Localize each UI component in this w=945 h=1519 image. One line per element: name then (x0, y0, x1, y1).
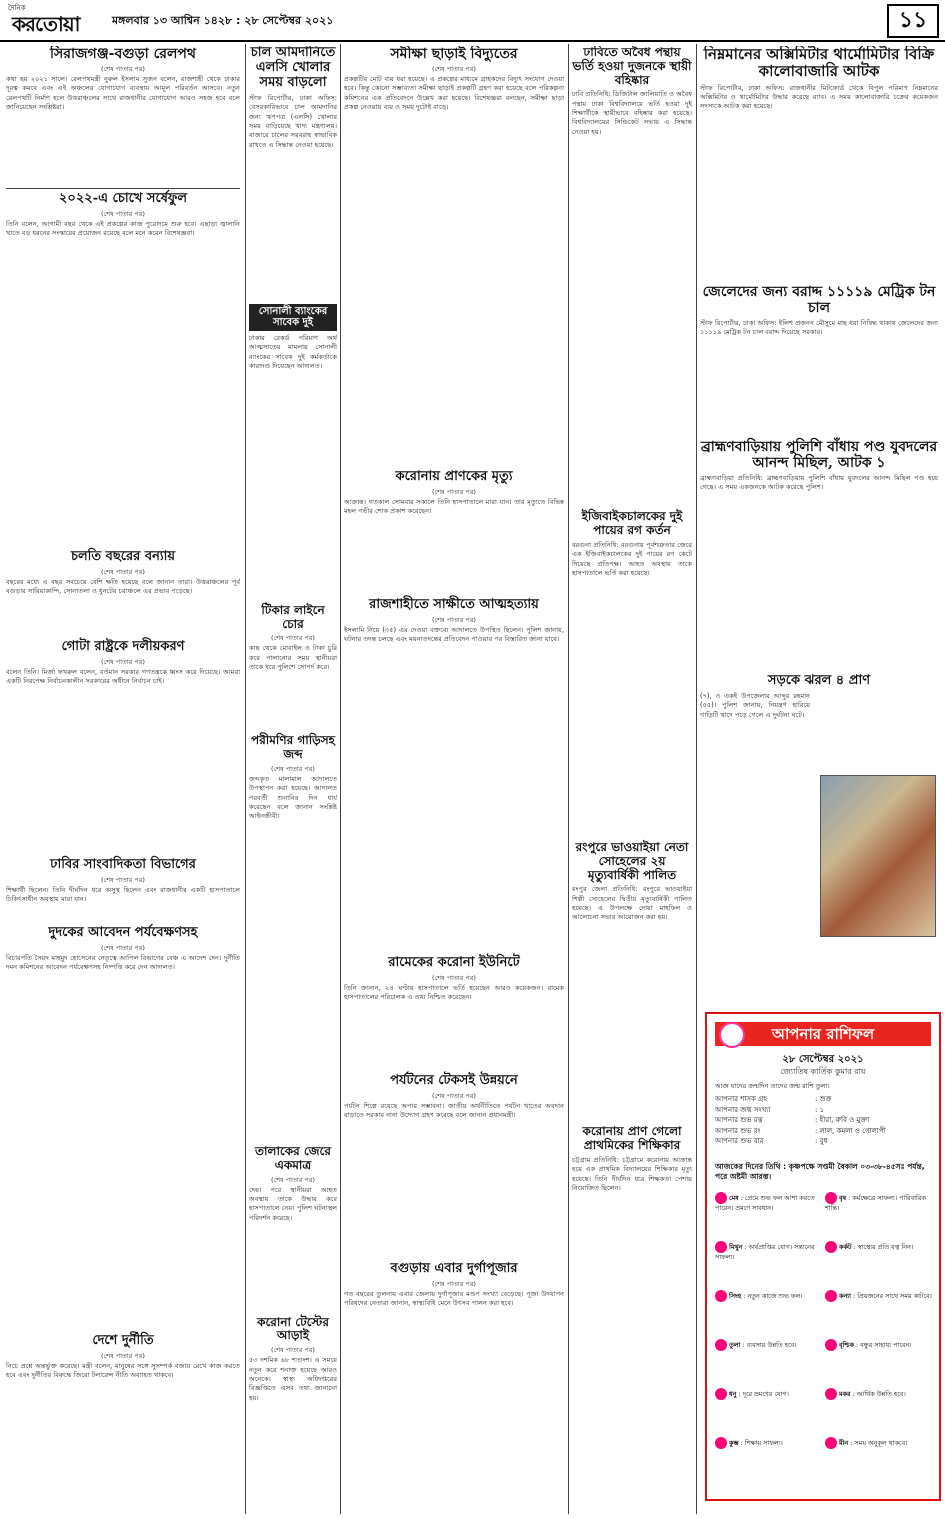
column-1 (6, 46, 240, 1511)
horoscope-info-value: : বুধ (815, 1137, 828, 1145)
zodiac-sign-text: : দূরে ভ্রমণের যোগ। (736, 1390, 789, 1398)
continued-label: (শেষ পাতার পর) (101, 657, 145, 666)
article-body: স্টাফ রিপোর্টার, ঢাকা অফিস: বেসরকারিভাবে চাল আমদানির জন্য ঋণপত্র (এলসি) খোলার সময় বাড়িয়েছে খাদ্য মন্ত্রণালয়। বাজারে চালের সরবরাহ স্বাভাবিক রাখতে এ সিদ্ধান্ত নেওয়া হয়েছে। (249, 93, 337, 149)
headline: ঢাবির সাংবাদিকতা বিভাগের (50, 856, 196, 872)
headline: ইজিবাইকচালকের দুই পায়ের রগ কর্তন (581, 509, 683, 538)
headline: তালাকের জেরে একমাত্র (255, 1144, 331, 1172)
zodiac-sign-entry (825, 1192, 933, 1213)
zodiac-sign-entry (715, 1339, 823, 1351)
horoscope-info-value: : শুক্র (815, 1095, 832, 1103)
horoscope-info-row (715, 1115, 931, 1126)
headline: ২০২২-এ চোখে সর্ষেফুল (58, 191, 188, 207)
headline: ঢাবিতে অবৈধ পন্থায় ভর্তি হওয়া দুজনকে স্থায়ী বহিষ্কার (572, 46, 692, 87)
zodiac-sign-text: : প্রিয়জনের সাথে সময় কাটবে। (851, 1292, 932, 1300)
zodiac-sign-entry (825, 1339, 933, 1351)
continued-label: (শেষ পাতার পর) (101, 65, 145, 74)
column-divider (568, 44, 569, 1514)
continued-label: (শেষ পাতার পর) (432, 1091, 476, 1100)
continued-label: (শেষ পাতার পর) (432, 65, 476, 74)
zodiac-icon (825, 1339, 837, 1351)
article-body: তিনি জানান, ২৪ ঘণ্টায় হাসপাতালে ভর্তি হয়েছেন আরও কয়েকজন। রামেক হাসপাতালের পরিচালক এ তথ্য নিশ্চিত করেছেন। (344, 983, 564, 1002)
column-2 (249, 46, 337, 1511)
horoscope-info-label: আপনার শুভ রং (715, 1126, 761, 1135)
horoscope-info-label: আপনার শাসক গ্রহ (715, 1095, 768, 1103)
column-divider (696, 44, 697, 1514)
headline: রাজশাহীতে সাক্ষীতে আত্মহত্যায় (369, 597, 539, 613)
headline: সমীক্ষা ছাড়াই বিদ্যুতের (390, 46, 518, 62)
zodiac-sign-text: : সময় অনুকূল থাকবে। (848, 1439, 908, 1447)
article-body: রংপুর জেলা প্রতিনিধি: রংপুরে ভাওয়াইয়া শিল্পী সোহেলের দ্বিতীয় মৃত্যুবার্ষিকী পালিত হয়েছে। এ উপলক্ষে দোয়া মাহফিল ও আলোচনা সভার আয়োজন করা হয়। (572, 885, 692, 922)
article-body: স্টাফ রিপোর্টার, ঢাকা অফিস: ইলিশ প্রজনন মৌসুমে মাছ ধরা নিষিদ্ধ থাকায় জেলেদের জন্য ১১১১৯ মেট্রিক টন চাল বরাদ্দ দিয়েছে সরকার। (700, 318, 938, 337)
article-body: কাছ থেকে মোবাইল ও টাকা চুরি করে পালানোর সময় স্থানীয়রা তাকে ধরে পুলিশে সোপর্দ করে। (249, 644, 337, 672)
headline: করোনায় প্রাণ গেলো প্রাথমিকের শিক্ষিকার (582, 1124, 682, 1153)
horoscope-info-row (715, 1105, 931, 1116)
article-body: ইসলামি নিয়ে (৩৫) এর দেওয়া বক্তব্যে আদালতে উপস্থিত ছিলেন। পুলিশ জানায়, ঘটনার তদন্ত চলছে এবং ময়নাতদন্তের প্রতিবেদন পাওয়ার পর বিস্তারিত জানা যাবে। (344, 625, 564, 644)
article-body: (৭), ও একই উপজেলার আব্দুর রহমান (৫৫)। পুলিশ জানায়, নিয়ন্ত্রণ হারিয়ে গাড়িটি খাদে পড়ে গেলে এ দুর্ঘটনা ঘটে। (700, 691, 810, 719)
article-body: নিচে প্রশ্নে অন্তর্ভুক্ত করেছে। মন্ত্রী বলেন, মানুষের সঙ্গে সুসম্পর্ক বজায় রেখে কাজ করতে হবে এবং দুর্নীতির বিরুদ্ধে জিরো টলারেন্স নীতি অব্যাহত থাকবে। (6, 1361, 240, 1380)
column-3 (344, 46, 564, 1511)
headline: রংপুরে ভাওয়াইয়া নেতা সোহেলের ২য় মৃত্যুবার্ষিকী পালিত (575, 839, 689, 882)
zodiac-sign-name: কন্যা (839, 1292, 851, 1300)
continued-label: (শেষ পাতার পর) (101, 943, 145, 952)
headline: গোটা রাষ্ট্রকে দলীয়করণ (61, 638, 185, 654)
column-divider (340, 44, 341, 1514)
zodiac-sign-name: কর্কট (839, 1243, 852, 1251)
zodiac-signs (715, 1192, 935, 1492)
zodiac-icon (715, 1339, 727, 1351)
zodiac-icon (825, 1241, 837, 1253)
article-body: স্টাফ রিপোর্টার, ঢাকা অফিস: রাজধানীর মিটফোর্ড থেকে বিপুল পরিমাণ নিম্নমানের অক্সিমিটার ও থার্মোমিটার উদ্ধার করেছে র‌্যাব। এ সময় কালোবাজারি চক্রের কয়েকজন সদস্যকে আটক করা হয়েছে। (700, 83, 938, 111)
horoscope-intro: আজ যাদের জন্মদিন তাদের জন্ম রাশি তুলা। (715, 1082, 830, 1090)
zodiac-sign-entry (715, 1388, 823, 1400)
zodiac-sign-text: : ব্যবসায় উন্নতি হবে। (740, 1341, 797, 1349)
zodiac-sign-name: ধনু (729, 1390, 737, 1398)
zodiac-sign-entry (715, 1241, 823, 1262)
zodiac-sign-entry (825, 1388, 933, 1400)
headline: টিকার লাইনে চোর (261, 602, 325, 631)
horoscope-info-value: : ১ (815, 1105, 825, 1114)
zodiac-sign-name: মীন (839, 1439, 849, 1447)
article-body: বিচারপতি সৈয়দ মাহমুদ হোসেনের নেতৃত্বে আপিল বিভাগের বেঞ্চ এ আদেশ দেন। দুর্নীতি দমন কমিশনের আবেদন পর্যবেক্ষণসহ নিষ্পত্তি করে দেন আদালত। (6, 953, 240, 972)
headline: সোনালী ব্যাংকের সাবেক দুই (249, 304, 337, 331)
zodiac-sign-text: : প্রেমে শুভ ফল আশা করতে পারেন। ভ্রমণে সাবধান। (715, 1194, 815, 1212)
zodiac-sign-text: : কর্মক্ষেত্রে সাফল্য। পারিবারিক শান্তি। (825, 1194, 926, 1212)
page-number: ১১ (887, 4, 939, 38)
continued-label: (শেষ পাতার পর) (271, 1175, 315, 1184)
horoscope-info-row (715, 1136, 931, 1147)
accident-photo (820, 775, 936, 937)
zodiac-icon (715, 1437, 727, 1449)
zodiac-icon (715, 1290, 727, 1302)
article-body: ঢাবি প্রতিনিধি: ডিজিটাল জালিয়াতি ও অবৈধ পন্থায় ঢাকা বিশ্ববিদ্যালয়ে ভর্তি হওয়া দুই শিক্ষার্থীকে স্থায়ীভাবে বহিষ্কার করা হয়েছে। বিশ্ববিদ্যালয়ের সিন্ডিকেট সভায় এ সিদ্ধান্ত নেওয়া হয়। (572, 90, 692, 136)
headline: রামেকের করোনা ইউনিটে (388, 954, 520, 970)
continued-label: (শেষ পাতার পর) (271, 765, 315, 773)
zodiac-icon (825, 1437, 837, 1449)
headline: নিম্নমানের অক্সিমিটার থার্মোমিটার বিক্রি কালোবাজারি আটক (703, 46, 935, 81)
article-body: প্রকল্পটির মোট ব্যয় ধরা হয়েছে। এ প্রকল্পের মাধ্যমে গ্রাহকদের বিদ্যুৎ সংযোগ দেওয়া হবে। কিন্তু কোনো সম্ভাব্যতা সমীক্ষা ছাড়াই প্রকল্পটি গ্রহণ করা হয়েছে বলে পরিকল্পনা কমিশনের এক প্রতিবেদনে উল্লেখ করা হয়েছে। বিশেষজ্ঞরা বলছেন, সমীক্ষা ছাড়া প্রকল্প নেওয়ায় ব্যয় ও সময় দুটোই বাড়ে। (344, 75, 564, 112)
headline: ব্রাহ্মণবাড়িয়ায় পুলিশি বাঁধায় পণ্ড যুবদলের আনন্দ মিছিল, আটক ১ (700, 438, 938, 471)
logo-name: করতোয়া (12, 12, 80, 36)
article-body: শিক্ষার্থী ছিলেন। তিনি দীর্ঘদিন ধরে অসুস্থ ছিলেন এবং রাজধানীর একটি হাসপাতালে চিকিৎসাধীন অবস্থায় মারা যান। (6, 885, 240, 904)
headline: পর্যটনের টেকসই উন্নয়নে (390, 1072, 518, 1088)
continued-label: (শেষ পাতার পর) (271, 634, 315, 643)
zodiac-sign-name: মিথুন (729, 1243, 743, 1251)
column-divider (245, 44, 246, 1514)
horoscope-info-row (715, 1094, 931, 1105)
headline: পরীমণির গাড়িসহ জব্দ (251, 733, 335, 762)
horoscope-info-row (715, 1126, 931, 1137)
newspaper-logo (6, 2, 100, 36)
zodiac-icon (715, 1241, 727, 1253)
article-body: কথা হয় ২০২১ সালে। রেলপথমন্ত্রী নুরুল ইসলাম সুজন বলেন, রাজশাহী থেকে ঢাকার দূরত্ব কমবে এবং এই অঞ্চলের যোগাযোগ ব্যবস্থায় আমূল পরিবর্তন আসবে। নতুন রেলপথটি নির্মাণ হলে উত্তরাঞ্চলের সাথে রাজধানীর যোগাযোগ আরও সহজ হবে বলে জানিয়েছেন সংশ্লিষ্টরা। (6, 75, 240, 112)
headline: জেলেদের জন্য বরাদ্দ ১১১১৯ মেট্রিক টন চাল (702, 283, 936, 316)
zodiac-sign-entry (825, 1290, 933, 1302)
horoscope-date: ২৮ সেপ্টেম্বর ২০২১ (782, 1054, 864, 1065)
zodiac-sign-name: মকর (839, 1390, 851, 1398)
zodiac-sign-entry (715, 1290, 823, 1302)
zodiac-sign-name: বৃষ (839, 1194, 847, 1202)
zodiac-icon (715, 1388, 727, 1400)
article-body: ঢাকার রেকর্ড পরিমাণ অর্থ আত্মসাতের মামলায় সোনালী ব্যাংকের সাবেক দুই কর্মকর্তাকে কারাদণ্ড দিয়েছেন আদালত। (249, 333, 337, 370)
horoscope-info-value: : লাল, কমলা ও গোলাপী (815, 1126, 886, 1135)
zodiac-icon (715, 1192, 727, 1204)
horoscope-title: আপনার রাশিফল (715, 1022, 931, 1046)
horoscope-info-label: আপনার শুভ বার (715, 1137, 764, 1145)
horoscope-author: জ্যোতিষ কার্তিক কুমার রায় (780, 1067, 866, 1076)
horoscope-info-value: : হীরা, রুবি ও মুক্তা (815, 1116, 870, 1124)
continued-label: (শেষ পাতার পর) (101, 567, 145, 576)
zodiac-sign-entry (715, 1437, 823, 1449)
article-body: তিনি বলেন, আগামী বছর থেকে এই প্রকল্পের কাজ পুরোদমে শুরু হবে। এছাড়া জ্বালানি খাতে বড় ধরনের সংস্কারের প্রয়োজন রয়েছে বলে মনে করেন বিশেষজ্ঞরা। (6, 220, 240, 238)
article-body: জব্দকৃত মালামাল আদালতে উপস্থাপন করা হয়েছে। আদালত পরবর্তী শুনানির দিন ধার্য করেছেন বলে জানান সংশ্লিষ্ট আইনজীবী। (249, 775, 337, 821)
headline: সিরাজগঞ্জ-বগুড়া রেলপথ (49, 46, 196, 62)
continued-label: (শেষ পাতার পর) (432, 488, 476, 497)
masthead (0, 0, 945, 42)
article-body: বছরের মধ্যে এ বছর সবচেয়ে বেশি ক্ষতি হয়েছে বলে জানান তারা। উত্তরাঞ্চলের পূর্ব বগুড়ার সারিয়াকান্দি, সোনাতলা ও ধুনটের চরাঞ্চলে এর প্রভাব পড়েছে। (6, 577, 240, 596)
zodiac-sign-name: মেষ (729, 1194, 739, 1202)
zodiac-sign-name: কুম্ভ (729, 1439, 739, 1447)
today-tithi: আজকের দিনের তিথি : কৃষ্ণপক্ষে সপ্তমী বৈকাল ০৩-৩৮-৪৫সঃ পর্যন্ত, পরে অষ্টমী আরম্ভ। (715, 1162, 925, 1181)
headline: চলতি বছরের বন্যায় (70, 549, 176, 565)
headline: দুদকের আবেদন পর্যবেক্ষণসহ (48, 924, 198, 940)
zodiac-icon (825, 1290, 837, 1302)
article-body: গত বছরের তুলনায় এবার জেলায় দুর্গাপূজার মণ্ডপ সংখ্যা বেড়েছে। পূজা উদযাপন পরিষদের নেতারা জানান, স্বাস্থ্যবিধি মেনে উৎসব পালন করা হবে। (344, 1289, 564, 1308)
headline: সড়কে ঝরল ৪ প্রাণ (767, 672, 871, 688)
zodiac-icon (825, 1388, 837, 1400)
continued-label: (শেষ পাতার পর) (432, 1279, 476, 1288)
zodiac-sign-text: : শিক্ষায় সাফল্য। (738, 1439, 783, 1447)
zodiac-sign-text: : বন্ধুর সাহায্য পাবেন। (853, 1341, 912, 1349)
continued-label: (শেষ পাতার পর) (101, 1351, 145, 1360)
zodiac-sign-name: তুলা (729, 1341, 741, 1349)
horoscope-info (715, 1094, 931, 1147)
continued-label: (শেষ পাতার পর) (271, 1346, 315, 1355)
continued-label: (শেষ পাতার পর) (432, 973, 476, 982)
logo-prefix: দৈনিক (8, 4, 26, 12)
article-body: ব্রাহ্মণবাড়িয়া প্রতিনিধি: ব্রাহ্মণবাড়িয়ায় পুলিশি বাঁধায় যুবদলের আনন্দ মিছিল পণ্ড হয়ে গেছে। এ সময় একজনকে আটক করেছে পুলিশ। (700, 473, 938, 492)
article-body: বরগুনা প্রতিনিধি: বরগুনায় পূর্বশত্রুতার জেরে এক ইজিবাইকচালকের দুই পায়ের রগ কেটে দিয়েছে প্রতিপক্ষ। আহত অবস্থায় তাকে হাসপাতালে ভর্তি করা হয়েছে। (572, 540, 692, 578)
zodiac-sign-entry (825, 1241, 933, 1253)
zodiac-wheel-icon (719, 1022, 745, 1048)
article-body: বলেন তিনি। মির্জা ফখরুল বলেন, বর্তমান সরকার গণতন্ত্রকে ধ্বংস করে দিয়েছে। আমরা একটি নিরপেক্ষ নির্বাচনকালীন সরকারের অধীনে নির্বাচন চাই। (6, 667, 240, 686)
article-body: চট্টগ্রাম প্রতিনিধি: চট্টগ্রামে করোনায় আক্রান্ত হয়ে এক প্রাথমিক বিদ্যালয়ের শিক্ষিকার মৃত্যু হয়েছে। তিনি দীর্ঘদিন ধরে শিক্ষকতা পেশায় নিয়োজিত ছিলেন। (572, 1155, 692, 1193)
zodiac-sign-entry (825, 1437, 933, 1449)
zodiac-sign-text: : স্বাস্থ্যের প্রতি যত্ন নিন। (851, 1243, 914, 1251)
zodiac-sign-name: সিংহ (729, 1292, 742, 1300)
horoscope-info-label: আপনার শুভ রত্ন (715, 1116, 763, 1124)
horoscope-info-label: আপনার জন্ম সংখ্যা (715, 1105, 771, 1114)
zodiac-sign-text: : নতুন কাজে শুভ ফল। (741, 1292, 803, 1300)
article-body: আক্রান্ত। গতকাল সোমবার সকালে তিনি হাসপাতালে মারা যান। তার মৃত্যুতে বিভিন্ন মহল গভীর শোক প্রকাশ করেছেন। (344, 498, 564, 516)
headline: করোনা টেস্টের আড়াই (257, 1314, 329, 1343)
continued-label: (শেষ পাতার পর) (101, 875, 145, 884)
zodiac-sign-text: : অর্থপ্রাপ্তির যোগ। সন্তানের সাফল্য। (715, 1243, 815, 1261)
continued-label: (শেষ পাতার পর) (432, 615, 476, 624)
zodiac-sign-text: : আর্থিক উন্নতি হবে। (850, 1390, 906, 1398)
zodiac-icon (825, 1192, 837, 1204)
column-4 (572, 46, 692, 1511)
headline: দেশে দুর্নীতি (92, 1332, 154, 1348)
headline: চাল আমদানিতে এলসি খোলার সময় বাড়লো (250, 46, 336, 90)
dateline: মঙ্গলবার ১৩ আশ্বিন ১৪২৮ : ২৮ সেপ্টেম্বর ২০২১ (112, 14, 334, 27)
article-body: পর্যটন শিল্পে রয়েছে অপার সম্ভাবনা। জাতীয় অর্থনীতিতে পর্যটন খাতের অবদান বাড়াতে সরকার নানা উদ্যোগ গ্রহণ করেছে বলে জানান প্রধানমন্ত্রী। (344, 1101, 564, 1120)
horoscope-box (705, 1012, 941, 1501)
zodiac-sign-entry (715, 1192, 823, 1213)
headline: করোনায় প্রাণকের মৃত্যু (395, 469, 513, 485)
continued-label: (শেষ পাতার পর) (101, 210, 145, 219)
zodiac-sign-name: বৃশ্চিক (839, 1341, 854, 1349)
headline: বগুড়ায় এবার দুর্গাপূজার (390, 1260, 518, 1276)
article-body: ৫৩ দশমিক ৬৮ শতাংশ। এ সময়ে নতুন করে শনাক্ত হয়েছে আরও অনেকে। স্বাস্থ্য অধিদপ্তরের বিজ্ঞপ্তিতে এসব তথ্য জানানো হয়। (249, 1356, 337, 1402)
article-body: দেয়। পরে স্থানীয়রা আহত অবস্থায় তাকে উদ্ধার করে হাসপাতালে নেয়। পুলিশ ঘটনাস্থল পরিদর্শন করেছে। (249, 1185, 337, 1222)
